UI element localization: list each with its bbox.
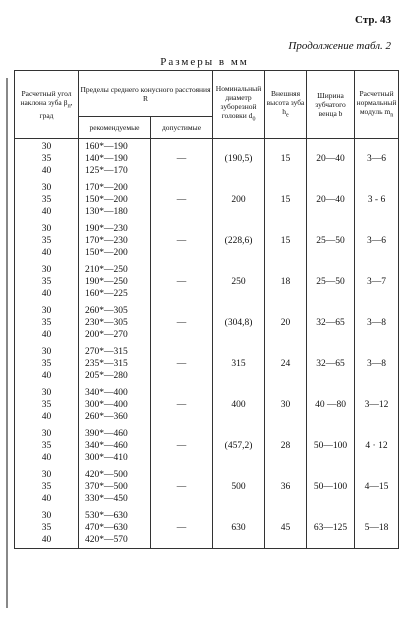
module-value: 3—8 [355, 303, 399, 344]
allowed-value: — [151, 139, 213, 180]
table-row [15, 303, 399, 344]
recommended-value: 160*—225 [85, 289, 128, 299]
angle-value: 35 [41, 277, 52, 287]
header-diameter: Номинальный диаметр зуборезной головки $d_0$ [213, 71, 265, 139]
angle-value: 35 [41, 195, 52, 205]
width-value: 40 —80 [307, 385, 355, 426]
recommended-value: 300*—410 [85, 453, 128, 463]
recommended-value: 125*—170 [85, 166, 128, 177]
width-value: 32—65 [307, 303, 355, 344]
angle-value: 40 [41, 248, 52, 258]
recommended-value: 470*—630 [85, 522, 128, 533]
angle-value: 40 [41, 453, 52, 463]
allowed-value: — [151, 467, 213, 508]
allowed-value: — [151, 426, 213, 467]
diameter-value: (304,8) [213, 303, 265, 344]
table-row [15, 508, 399, 549]
angle-value: 30 [41, 265, 52, 275]
header-height: Внешняя высота зуба $h_e$ [265, 71, 307, 139]
allowed-value: — [151, 344, 213, 385]
diameter-value: 500 [213, 467, 265, 508]
angle-values [15, 221, 79, 262]
angle-value: 40 [41, 494, 52, 504]
angle-value: 30 [41, 224, 52, 234]
recommended-values [79, 385, 151, 426]
angle-value: 40 [41, 207, 52, 217]
header-angle: Расчетный угол наклона зуба $\beta_п$, град [15, 71, 79, 139]
width-value: 25—50 [307, 221, 355, 262]
module-value: 5—18 [355, 508, 399, 549]
recommended-value: 205*—280 [85, 371, 128, 381]
recommended-value: 370*—500 [85, 482, 128, 492]
recommended-values [79, 139, 151, 180]
continuation-caption: Продолжение табл. 2 [288, 40, 391, 52]
angle-value: 30 [41, 470, 52, 480]
angle-value: 35 [41, 154, 52, 165]
table-row [15, 467, 399, 508]
recommended-value: 150*—200 [85, 195, 128, 205]
angle-value: 30 [41, 142, 52, 153]
angle-values [15, 139, 79, 180]
angle-value: 30 [41, 306, 52, 316]
angle-value: 30 [41, 429, 52, 439]
recommended-value: 230*—305 [85, 318, 128, 328]
angle-value: 35 [41, 522, 52, 533]
width-value: 32—65 [307, 344, 355, 385]
height-value: 15 [265, 180, 307, 221]
recommended-value: 170*—200 [85, 183, 128, 193]
diameter-value: (190,5) [213, 139, 265, 180]
diameter-value: (457,2) [213, 426, 265, 467]
angle-value: 40 [41, 371, 52, 381]
recommended-value: 270*—315 [85, 347, 128, 357]
width-value: 20—40 [307, 139, 355, 180]
header-recommended: рекомендуемые [79, 117, 151, 139]
recommended-value: 390*—460 [85, 429, 128, 439]
table-row [15, 139, 399, 180]
module-value: 3—7 [355, 262, 399, 303]
table-row [15, 180, 399, 221]
angle-values [15, 385, 79, 426]
angle-value: 30 [41, 347, 52, 357]
recommended-value: 150*—200 [85, 248, 128, 258]
dimensions-table [14, 70, 399, 549]
angle-value: 40 [41, 166, 52, 177]
units-title: Размеры в мм [160, 56, 249, 68]
recommended-value: 200*—270 [85, 330, 128, 340]
width-value: 25—50 [307, 262, 355, 303]
table-row [15, 262, 399, 303]
recommended-value: 130*—180 [85, 207, 128, 217]
angle-value: 40 [41, 289, 52, 299]
angle-values [15, 508, 79, 549]
recommended-value: 160*—190 [85, 142, 128, 153]
diameter-value: 630 [213, 508, 265, 549]
height-value: 36 [265, 467, 307, 508]
angle-value: 30 [41, 510, 52, 521]
recommended-values [79, 344, 151, 385]
recommended-value: 190*—250 [85, 277, 128, 287]
height-value: 45 [265, 508, 307, 549]
recommended-value: 170*—230 [85, 236, 128, 246]
angle-value: 35 [41, 359, 52, 369]
recommended-values [79, 262, 151, 303]
header-module: Расчетный нормальный модуль $m_n$ [355, 71, 399, 139]
width-value: 50—100 [307, 467, 355, 508]
recommended-values [79, 303, 151, 344]
recommended-values [79, 180, 151, 221]
module-value: 3—12 [355, 385, 399, 426]
page-number: Стр. 43 [355, 14, 391, 26]
module-value: 4—15 [355, 467, 399, 508]
angle-values [15, 344, 79, 385]
recommended-value: 260*—305 [85, 306, 128, 316]
width-value: 20—40 [307, 180, 355, 221]
module-value: 3—6 [355, 221, 399, 262]
allowed-value: — [151, 303, 213, 344]
diameter-value: 200 [213, 180, 265, 221]
header-cone-distance: Пределы среднего конусного расстояния R [79, 71, 213, 117]
module-value: 3—8 [355, 344, 399, 385]
recommended-value: 340*—400 [85, 388, 128, 398]
angle-values [15, 467, 79, 508]
height-value: 18 [265, 262, 307, 303]
angle-value: 40 [41, 534, 52, 545]
height-value: 24 [265, 344, 307, 385]
recommended-value: 420*—570 [85, 534, 128, 545]
recommended-value: 190*—230 [85, 224, 128, 234]
angle-values [15, 180, 79, 221]
angle-value: 35 [41, 441, 52, 451]
height-value: 15 [265, 221, 307, 262]
module-value: 3 - 6 [355, 180, 399, 221]
table-row [15, 426, 399, 467]
angle-values [15, 262, 79, 303]
allowed-value: — [151, 385, 213, 426]
angle-value: 40 [41, 330, 52, 340]
recommended-values [79, 467, 151, 508]
recommended-values [79, 508, 151, 549]
diameter-value: 250 [213, 262, 265, 303]
diameter-value: (228,6) [213, 221, 265, 262]
angle-values [15, 303, 79, 344]
recommended-value: 235*—315 [85, 359, 128, 369]
width-value: 63—125 [307, 508, 355, 549]
angle-value: 30 [41, 388, 52, 398]
height-value: 15 [265, 139, 307, 180]
height-value: 30 [265, 385, 307, 426]
allowed-value: — [151, 180, 213, 221]
module-value: 3—6 [355, 139, 399, 180]
allowed-value: — [151, 262, 213, 303]
recommended-value: 340*—460 [85, 441, 128, 451]
header-width: Ширина зубчатого венца b [307, 71, 355, 139]
recommended-value: 260*—360 [85, 412, 128, 422]
angle-values [15, 426, 79, 467]
angle-value: 35 [41, 236, 52, 246]
height-value: 28 [265, 426, 307, 467]
table-row [15, 221, 399, 262]
recommended-value: 210*—250 [85, 265, 128, 275]
header-allowed: допустимые [151, 117, 213, 139]
angle-value: 35 [41, 318, 52, 328]
recommended-value: 330*—450 [85, 494, 128, 504]
recommended-values [79, 426, 151, 467]
angle-value: 40 [41, 412, 52, 422]
recommended-value: 420*—500 [85, 470, 128, 480]
table-row [15, 344, 399, 385]
recommended-value: 300*—400 [85, 400, 128, 410]
allowed-value: — [151, 221, 213, 262]
diameter-value: 315 [213, 344, 265, 385]
diameter-value: 400 [213, 385, 265, 426]
recommended-value: 140*—190 [85, 154, 128, 165]
allowed-value: — [151, 508, 213, 549]
page-edge-line [6, 78, 8, 608]
module-value: 4 · 12 [355, 426, 399, 467]
height-value: 20 [265, 303, 307, 344]
table-row [15, 385, 399, 426]
angle-value: 30 [41, 183, 52, 193]
recommended-values [79, 221, 151, 262]
width-value: 50—100 [307, 426, 355, 467]
angle-value: 35 [41, 482, 52, 492]
recommended-value: 530*—630 [85, 510, 128, 521]
angle-value: 35 [41, 400, 52, 410]
